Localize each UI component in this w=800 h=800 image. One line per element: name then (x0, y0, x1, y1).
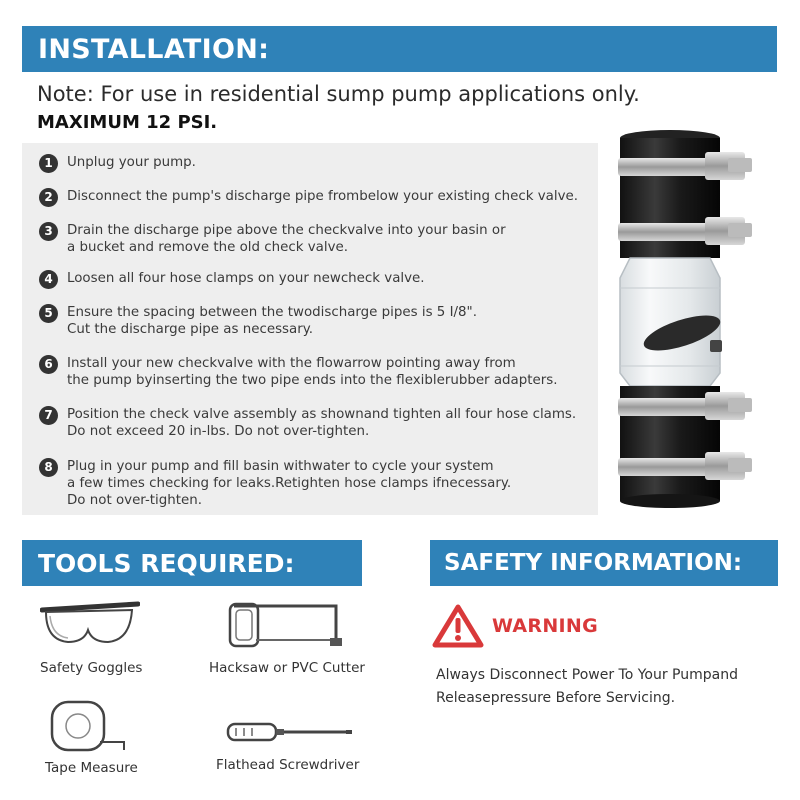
installation-step (39, 458, 511, 509)
step-number-badge: 5 (39, 304, 58, 323)
step-text: Drain the discharge pipe above the checkvalve into your basin or a bucket and remove the old check valve. (67, 223, 506, 255)
step-number-badge: 2 (39, 188, 58, 207)
screwdriver-icon (226, 720, 356, 744)
step-text: Install your new checkvalve with the flowarrow pointing away from the pump byinserting the two pipe ends into the flexiblerubber adapters. (67, 356, 558, 388)
safety-message: Always Disconnect Power To Your Pumpand Releasepressure Before Servicing. (436, 667, 738, 706)
installation-step (39, 270, 425, 289)
safety-title: SAFETY INFORMATION: (444, 550, 743, 576)
step-text: Plug in your pump and fill basin withwater to cycle your system a few times checking for leaks.Retighten hose clamps ifnecessary. Do not over-tighten. (67, 459, 512, 508)
safety-goggles-icon (40, 600, 140, 648)
installation-step (39, 355, 557, 389)
tool-label: Flathead Screwdriver (216, 757, 360, 773)
tape-measure-icon (50, 698, 130, 754)
installation-step (39, 188, 578, 207)
tool-label: Tape Measure (45, 760, 138, 776)
installation-step (39, 406, 576, 440)
step-text: Disconnect the pump's discharge pipe frombelow your existing check valve. (67, 189, 579, 204)
warning-row (432, 604, 598, 648)
warning-triangle-icon (432, 604, 484, 648)
installation-step (39, 154, 196, 173)
installation-note: Note: For use in residential sump pump applications only. (37, 82, 640, 106)
installation-title: INSTALLATION: (38, 33, 270, 65)
tools-required-banner (22, 540, 362, 586)
step-text: Unplug your pump. (67, 155, 196, 170)
warning-label: WARNING (492, 615, 599, 637)
installation-steps-panel (22, 143, 598, 515)
safety-information-banner (430, 540, 778, 586)
tools-title: TOOLS REQUIRED: (38, 548, 295, 578)
step-text: Ensure the spacing between the twodischarge pipes is 5 I/8". Cut the discharge pipe as necessary. (67, 305, 477, 337)
tool-label: Hacksaw or PVC Cutter (209, 660, 365, 676)
step-number-badge: 1 (39, 154, 58, 173)
tool-label: Safety Goggles (40, 660, 143, 676)
step-text: Position the check valve assembly as shownand tighten all four hose clams. Do not exceed 20 in-lbs. Do not over-tighten. (67, 407, 577, 439)
max-pressure-note: MAXIMUM 12 PSI. (37, 112, 218, 133)
installation-step (39, 304, 477, 338)
step-number-badge: 4 (39, 270, 58, 289)
installation-banner (22, 26, 777, 72)
installation-step (39, 222, 506, 256)
step-number-badge: 8 (39, 458, 58, 477)
step-number-badge: 7 (39, 406, 58, 425)
step-text: Loosen all four hose clamps on your newcheck valve. (67, 271, 425, 286)
check-valve-illustration (610, 128, 760, 508)
step-number-badge: 3 (39, 222, 58, 241)
hacksaw-icon (226, 602, 356, 650)
step-number-badge: 6 (39, 355, 58, 374)
